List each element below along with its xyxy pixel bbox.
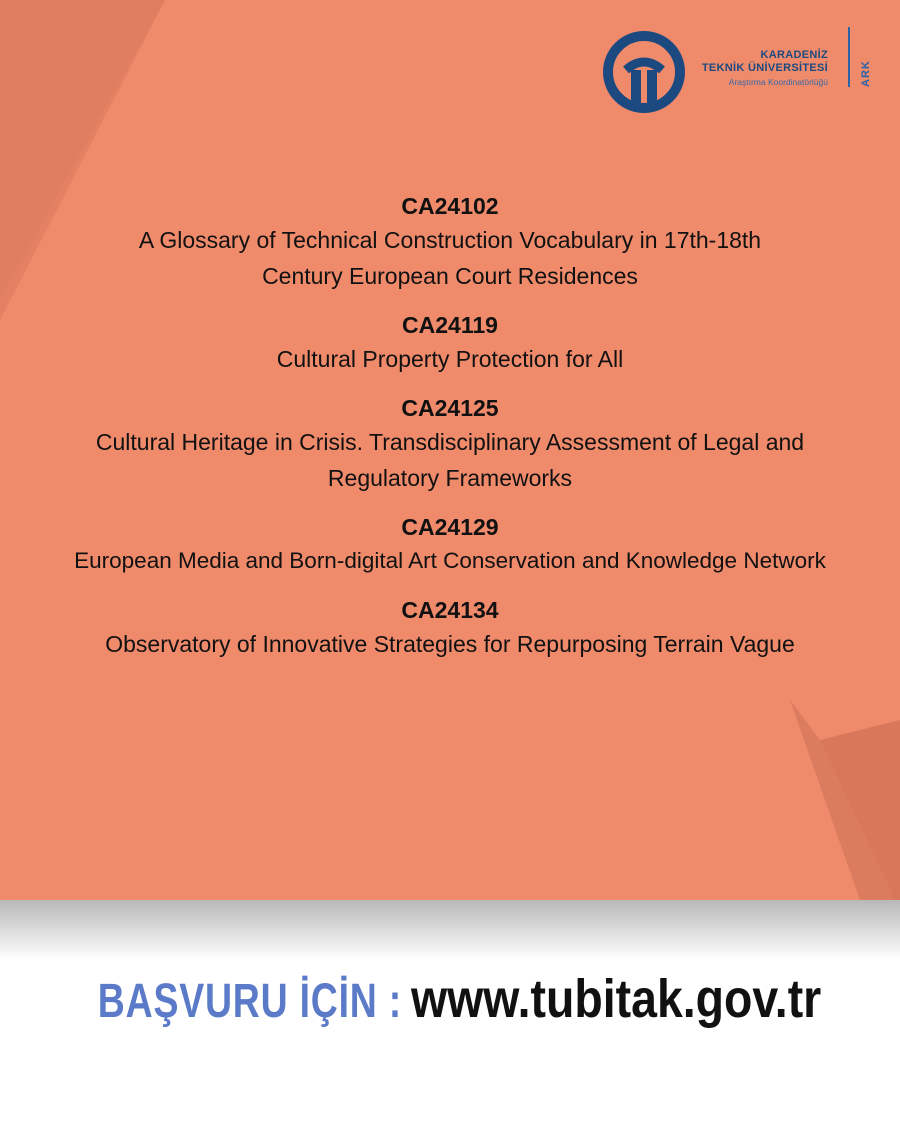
- list-item: [0, 392, 900, 496]
- list-item: [0, 594, 900, 662]
- action-title-line: Cultural Property Protection for All: [276, 346, 624, 372]
- logo-divider: [848, 27, 850, 87]
- list-item: [0, 511, 900, 579]
- action-list: [0, 190, 900, 677]
- logo-line-2: TEKNİK ÜNİVERSİTESİ: [701, 62, 828, 74]
- page-shadow: [0, 900, 900, 960]
- action-title-line: Cultural Heritage in Crisis. Transdisciplinary Assessment of Legal and: [95, 429, 805, 455]
- action-title-line: Observatory of Innovative Strategies for Repurposing Terrain Vague: [105, 631, 795, 657]
- ktu-emblem-icon: [602, 30, 686, 114]
- cta-label: BAŞVURU İÇİN :: [98, 975, 403, 1028]
- logo-line-3: Araştırma Koordinatörlüğü: [728, 77, 828, 87]
- action-code: CA24119: [402, 312, 498, 338]
- action-title-line: Century European Court Residences: [262, 263, 638, 289]
- action-title-line: A Glossary of Technical Construction Vocabulary in 17th-18th: [138, 227, 762, 253]
- university-logo: [600, 25, 890, 115]
- action-code: CA24102: [401, 193, 499, 219]
- action-code: CA24125: [401, 395, 499, 421]
- cta-url-link[interactable]: www.tubitak.gov.tr: [410, 969, 821, 1029]
- list-item: [0, 190, 900, 294]
- list-item: [0, 309, 900, 377]
- action-title-line: Regulatory Frameworks: [327, 465, 573, 491]
- action-code: CA24134: [401, 597, 499, 623]
- logo-line-1: KARADENİZ: [760, 49, 828, 61]
- logo-ark-text: ARK: [860, 60, 872, 87]
- call-to-action: [0, 968, 900, 1030]
- action-code: CA24129: [401, 514, 499, 540]
- action-title-line: European Media and Born-digital Art Conservation and Knowledge Network: [74, 548, 826, 573]
